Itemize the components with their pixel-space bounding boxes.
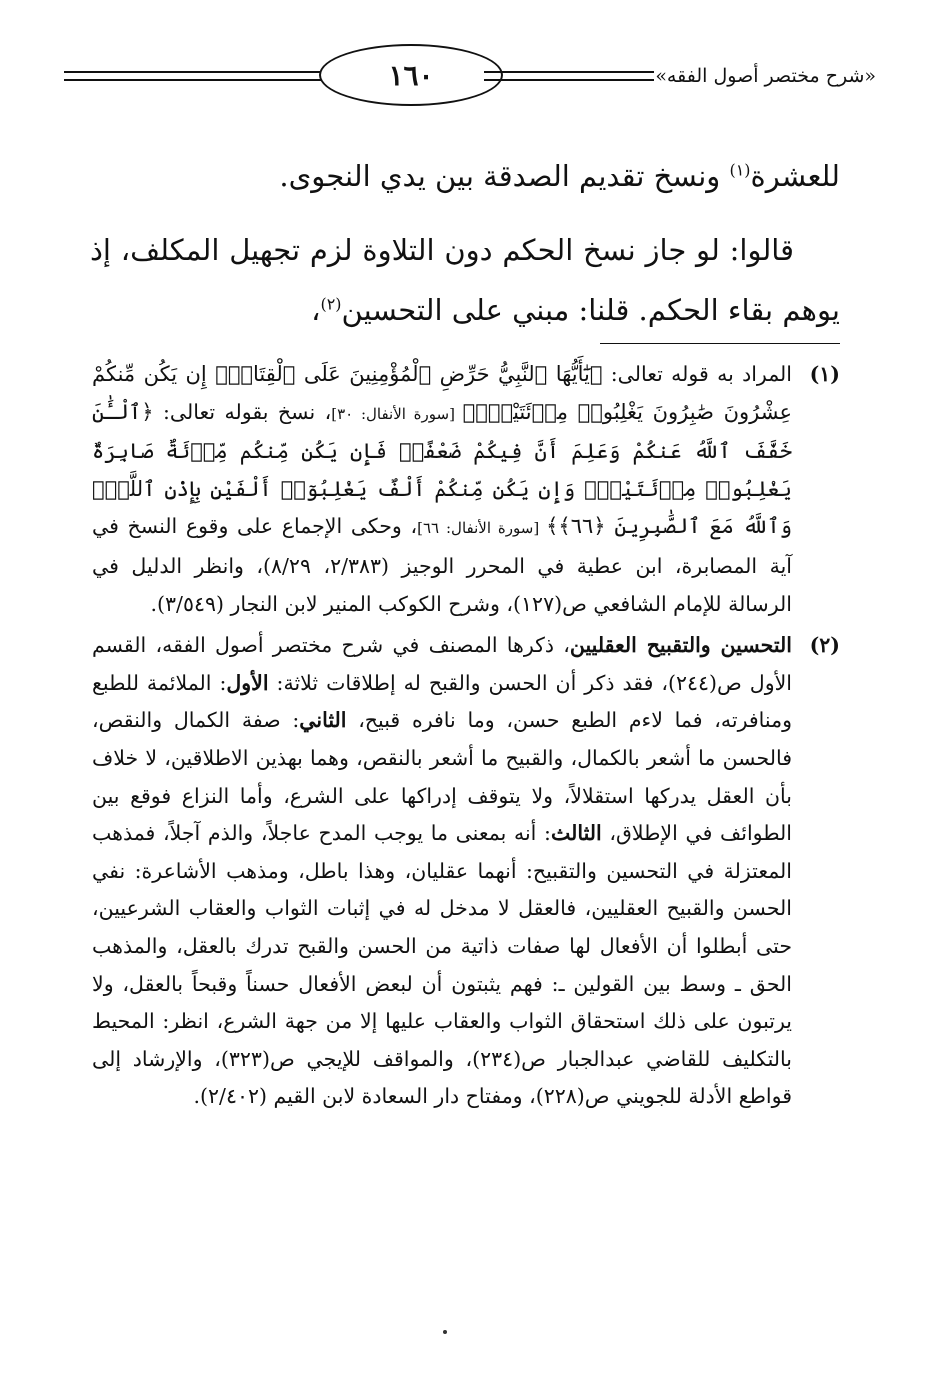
fn1-intro: المراد به قوله تعالى: (602, 362, 792, 386)
fn1-verse-1: ﴿يَٰٓأَيُّهَا ٱلنَّبِيُّ حَرِّضِ ٱلْمُؤْمِنِينَ عَلَى ٱلْقِتَالِۚ إِن يَكُن مِّنكُمْ عِشْرُونَ صَٰبِرُونَ يَغْلِبُوا۟ مِا۟ئَتَيْنِۚ﴾ (92, 362, 792, 424)
fn2-third: الثالث (550, 821, 602, 846)
footnote-2 (92, 627, 840, 1116)
fn2-t3: : صفة الكمال والنقص، فالحسن ما أشعر بالكمال، والقبيح ما أشعر بالنقص، وهما بهذين الاطلاقين، لا خلاف بأن العقل يدركها استقلالاً، ولا يتوقف إدراكها على الشرع، وأما النزاع فوقع بين الطوائف في الإطلاق، (92, 708, 792, 846)
page-header (64, 44, 876, 110)
footnote-ref-2: (٢) (320, 294, 342, 314)
paragraph-2 (90, 220, 840, 340)
p2-text: قالوا: لو جاز نسخ الحكم دون التلاوة لزم تجهيل المكلف، إذ يوهم بقاء الحكم. قلنا: مبني على التحسين (90, 233, 840, 327)
p2-end: ، (311, 293, 321, 327)
fn1-rest: ، وحكى الإجماع على وقوع النسخ في آية المصابرة، ابن عطية في المحرر الوجيز (٢/٣٨٣، ٨/٢٩)، وانظر الدليل في الرسالة للإمام الشافعي ص(١٢٧)، وشرح الكوكب المنير لابن النجار (٣/٥٤٩). (92, 514, 792, 616)
p1-text: للعشرة (750, 159, 840, 193)
fn2-lead: التحسين والتقبيح العقليين (569, 633, 792, 658)
fn2-t2: : الملائمة للطبع ومنافرته، فما لاءم الطبع حسن، وما نافره قبيح، (92, 670, 792, 733)
fn1-mid: ، نسخ بقوله تعالى: (153, 399, 332, 424)
footnote-separator (600, 343, 840, 344)
p1-rest: ونسخ تقديم الصدقة بين يدي النجوى. (279, 159, 730, 193)
fn1-ref-1: [سورة الأنفال: ٣٠] (331, 404, 463, 423)
footnote-1 (92, 356, 840, 623)
header-rule-left (64, 71, 334, 81)
fn1-verse-2: ﴿ٱلْـَٰٔنَ خَفَّفَ ٱللَّهُ عَنكُمْ وَعَلِمَ أَنَّ فِيكُمْ ضَعْفًاۚ فَإِن يَكُن مِّنكُم مِّا۟ئَةٌ صَابِرَةٌ يَغْلِبُوا۟ مِا۟ئَتَيْنِۚ وَإِن يَكُن مِّنكُمْ أَلْفٌ يَغْلِبُوٓا۟ أَلْفَيْنِ بِإِذْنِ ٱللَّهِۗ وَٱللَّهُ مَعَ ٱلصَّٰبِرِينَ ﴿٦٦﴾﴾ (92, 399, 792, 539)
main-text (90, 146, 840, 340)
page-number: ١٦٠ (319, 44, 503, 106)
fn2-t4: : أنه بمعنى ما يوجب المدح عاجلاً، والذم آجلاً، فمذهب المعتزلة في التحسين والتقبيح: أنهما عقليان، وهذا باطل، ومذهب الأشاعرة: نفي الحسن والقبيح العقليين، فالعقل لا مدخل له في إثبات الثواب والعقاب الشرعيين، حتى أبطلوا أن الأفعال لها صفات ذاتية من الحسن والقبح تدرك بالعقل، والمذهب الحق ـ وسط بين القولين ـ: فهم يثبتون أن لبعض الأفعال حسناً وقبحاً بالعقل، ولا يرتبون على ذلك استحقاق الثواب والعقاب عليها إلا من جهة الشرع، انظر: المحيط بالتكليف للقاضي عبدالجبار ص(٢٣٤)، والمواقف للإيجي ص(٣٢٣)، والإرشاد إلى قواطع الأدلة للجويني ص(٢٢٨)، ومفتاح دار السعادة لابن القيم (٢/٤٠٢). (92, 821, 792, 1109)
paragraph-1 (90, 146, 840, 206)
fn2-first: الأول (226, 670, 269, 695)
header-rule-right (484, 71, 654, 81)
running-title: «شرح مختصر أصول الفقه» (655, 65, 876, 87)
bottom-dot (443, 1330, 447, 1334)
fn2-second: الثاني (299, 708, 347, 733)
footnotes (92, 356, 840, 1120)
footnote-1-number: (١) (809, 362, 840, 386)
footnote-2-number: (٢) (809, 633, 840, 658)
fn1-ref-2: [سورة الأنفال: ٦٦] (417, 519, 547, 538)
fn2-t1: ، ذكرها المصنف في شرح مختصر أصول الفقه، القسم الأول ص(٢٤٤)، فقد ذكر أن الحسن والقبح له إطلاقات ثلاثة: (92, 633, 792, 695)
footnote-ref-1: (١) (729, 160, 751, 180)
